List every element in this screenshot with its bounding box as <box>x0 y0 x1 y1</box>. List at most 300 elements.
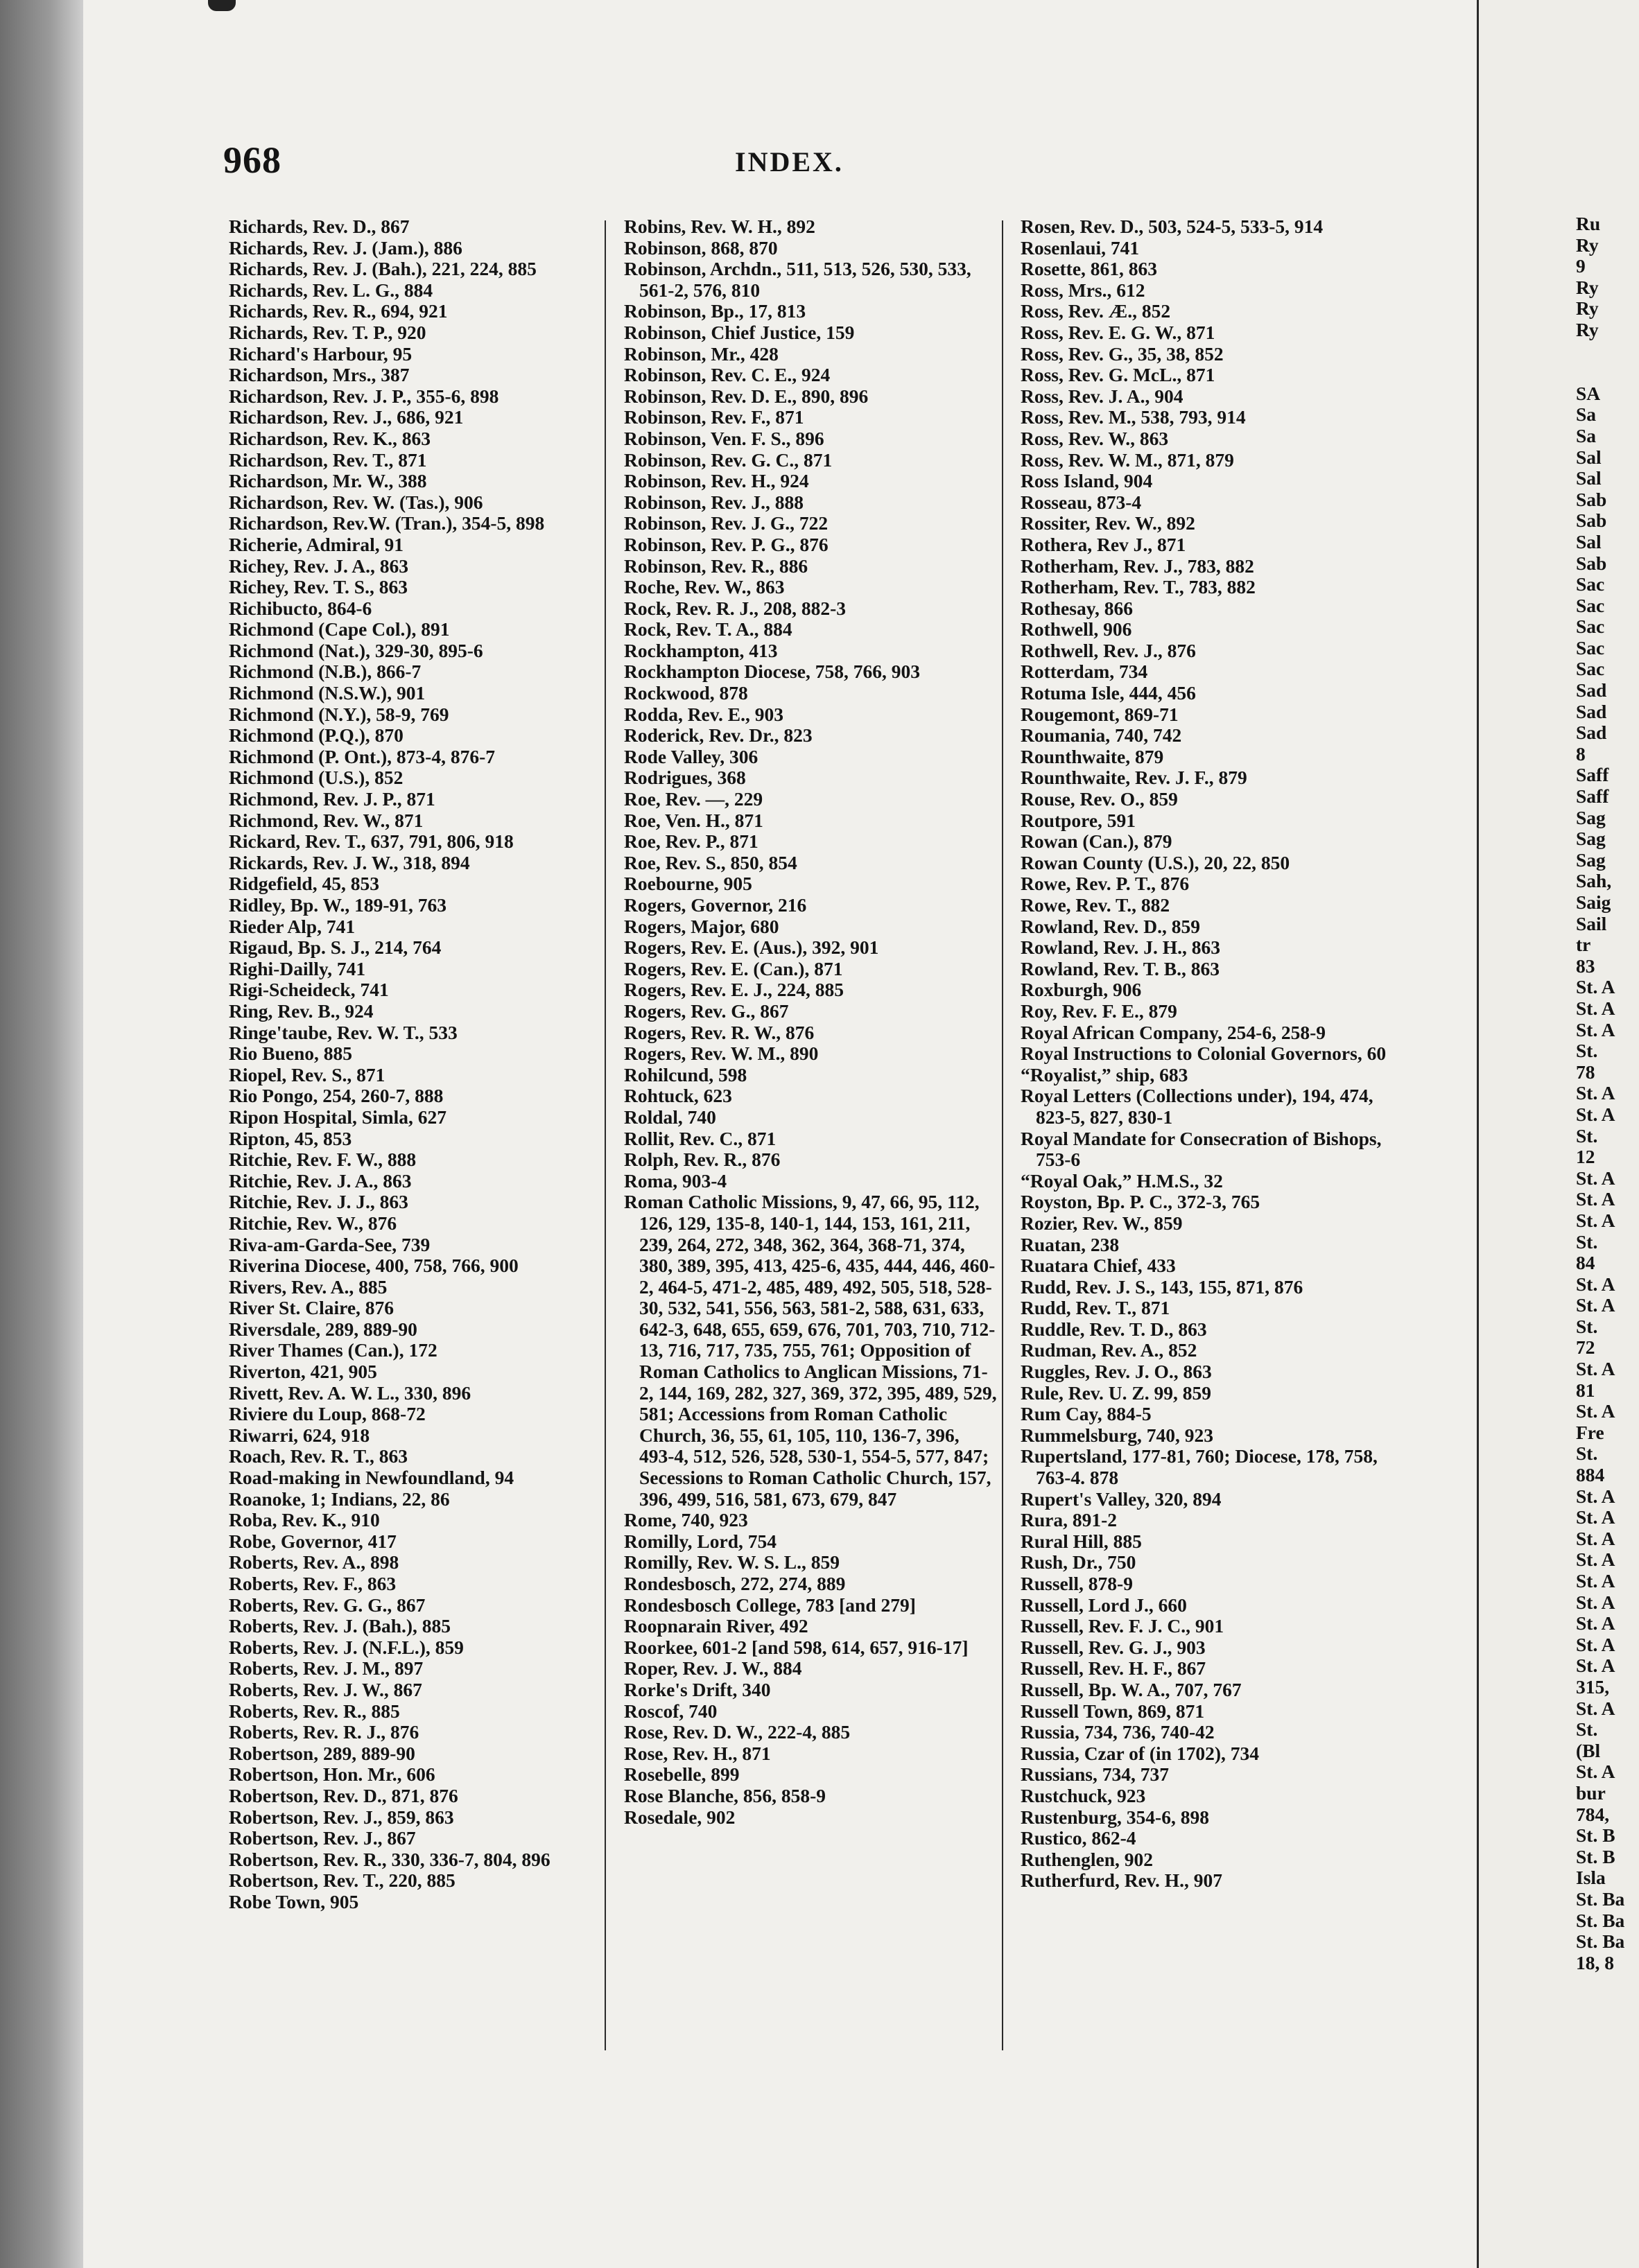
index-entry: Rustchuck, 923 <box>1021 1784 1146 1806</box>
index-entry: Rock, Rev. R. J., 208, 882-3 <box>624 597 847 619</box>
index-entry: Ross, Rev. G. McL., 871 <box>1021 364 1215 386</box>
index-entry: Rondesbosch, 272, 274, 889 <box>624 1573 846 1594</box>
fragment-entry: St. A <box>1576 1613 1615 1634</box>
index-entry: Rollit, Rev. C., 871 <box>624 1127 777 1149</box>
index-entry: Rummelsburg, 740, 923 <box>1021 1424 1214 1446</box>
index-entry: Richards, Rev. J. (Bah.), 221, 224, 885 <box>229 258 537 280</box>
index-entry: Rupertsland, 177-81, 760; Diocese, 178, 758, 763-4. 878 <box>1021 1445 1378 1489</box>
index-entry: Rogers, Rev. R. W., 876 <box>624 1021 815 1043</box>
index-entry: Rodda, Rev. E., 903 <box>624 703 783 725</box>
index-entry: Rowan (Can.), 879 <box>1021 830 1172 853</box>
index-entry: Rose, Rev. D. W., 222-4, 885 <box>624 1721 851 1743</box>
index-entry: Roberts, Rev. J. (N.F.L.), 859 <box>229 1636 464 1658</box>
fragment-entry: Sag <box>1576 849 1606 871</box>
index-entry: Russell, Rev. F. J. C., 901 <box>1021 1615 1224 1637</box>
index-entry: Ross, Rev. W., 863 <box>1021 427 1169 449</box>
index-entry: Robertson, Hon. Mr., 606 <box>229 1763 435 1786</box>
fragment-entry: St. A <box>1576 1295 1615 1316</box>
index-entry: Rock, Rev. T. A., 884 <box>624 618 792 640</box>
index-entry: Ringe'taube, Rev. W. T., 533 <box>229 1021 458 1043</box>
index-entry: Roberts, Rev. R. J., 876 <box>229 1721 419 1743</box>
index-entry: Rogers, Rev. G., 867 <box>624 1000 789 1022</box>
index-entry: Robinson, Rev. J. G., 722 <box>624 512 829 534</box>
index-entry: Roanoke, 1; Indians, 22, 86 <box>229 1488 450 1510</box>
index-entry: Robertson, Rev. D., 871, 876 <box>229 1784 458 1806</box>
index-entry: Rockhampton Diocese, 758, 766, 903 <box>624 661 921 683</box>
index-entry: Rowan County (U.S.), 20, 22, 850 <box>1021 851 1290 873</box>
index-entry: Rougemont, 869-71 <box>1021 703 1179 725</box>
fragment-entry: 84 <box>1576 1253 1595 1274</box>
fragment-entry: Sac <box>1576 616 1605 638</box>
fragment-entry: St. A <box>1576 977 1615 998</box>
fragment-entry: St. <box>1576 1231 1598 1253</box>
index-entry: Richardson, Rev. W. (Tas.), 906 <box>229 491 483 513</box>
fragment-entry: Sad <box>1576 701 1607 722</box>
fragment-entry: Ry <box>1576 319 1599 340</box>
index-entry: Rush, Dr., 750 <box>1021 1551 1136 1573</box>
index-entry: Roldal, 740 <box>624 1106 716 1128</box>
index-entry: Rothwell, Rev. J., 876 <box>1021 639 1196 661</box>
index-entry: Rudd, Rev. T., 871 <box>1021 1297 1170 1319</box>
fragment-entry: St. A <box>1576 1083 1615 1104</box>
index-entry: Ripon Hospital, Simla, 627 <box>229 1106 447 1128</box>
index-entry: “Royalist,” ship, 683 <box>1021 1063 1188 1085</box>
index-entry: Roderick, Rev. Dr., 823 <box>624 724 813 747</box>
index-entry: Rogers, Rev. W. M., 890 <box>624 1043 819 1065</box>
index-entry: Robertson, Rev. J., 867 <box>229 1827 416 1849</box>
index-entry: Rode Valley, 306 <box>624 745 758 767</box>
index-entry: Richardson, Mrs., 387 <box>229 364 410 386</box>
index-entry: Rosette, 861, 863 <box>1021 258 1158 280</box>
index-entry: Royal Mandate for Consecration of Bishops, 753-6 <box>1021 1127 1382 1171</box>
index-entry: Robinson, Chief Justice, 159 <box>624 321 855 343</box>
index-entry: Richerie, Admiral, 91 <box>229 533 404 555</box>
index-entry: Ridgefield, 45, 853 <box>229 873 379 895</box>
next-page-edge <box>1477 0 1639 2268</box>
fragment-entry: St. A <box>1576 1167 1615 1189</box>
fragment-entry: St. A <box>1576 1104 1615 1125</box>
index-entry: Romilly, Rev. W. S. L., 859 <box>624 1551 840 1573</box>
index-entry: Rose, Rev. H., 871 <box>624 1742 771 1764</box>
index-entry: Rura, 891-2 <box>1021 1509 1118 1531</box>
index-entry: Rolph, Rev. R., 876 <box>624 1149 781 1171</box>
index-entry: Richibucto, 864-6 <box>229 597 372 619</box>
index-entry: Roberts, Rev. J. (Bah.), 885 <box>229 1615 451 1637</box>
fragment-entry: SA <box>1576 383 1601 404</box>
index-entry: Richmond, Rev. W., 871 <box>229 809 424 831</box>
fragment-entry: St. A <box>1576 1634 1615 1655</box>
index-entry: Roorkee, 601-2 [and 598, 614, 657, 916-17] <box>624 1636 969 1658</box>
index-entry: Rockwood, 878 <box>624 682 748 704</box>
index-entry: Roy, Rev. F. E., 879 <box>1021 1000 1177 1022</box>
fragment-entry: 315, <box>1576 1676 1610 1698</box>
fragment-entry: St. A <box>1576 1655 1615 1677</box>
index-entry: Russians, 734, 737 <box>1021 1763 1169 1786</box>
column-rule <box>605 220 606 2050</box>
fragment-entry: Sag <box>1576 807 1606 828</box>
fragment-entry: 72 <box>1576 1337 1595 1359</box>
fragment-entry: St. <box>1576 1443 1598 1465</box>
fragment-entry: 8 <box>1576 743 1586 765</box>
fragment-entry: 18, 8 <box>1576 1952 1614 1973</box>
index-entry: Rivett, Rev. A. W. L., 330, 896 <box>229 1381 471 1404</box>
index-entry: Roberts, Rev. A., 898 <box>229 1551 399 1573</box>
fragment-entry: 884 <box>1576 1465 1605 1486</box>
index-entry: Russia, 734, 736, 740-42 <box>1021 1721 1215 1743</box>
index-entry: Riversdale, 289, 889-90 <box>229 1318 417 1340</box>
index-entry: Rosedale, 902 <box>624 1806 736 1828</box>
index-entry: Routpore, 591 <box>1021 809 1136 831</box>
index-entry: Roe, Ven. H., 871 <box>624 809 763 831</box>
index-entry: Roe, Rev. P., 871 <box>624 830 758 853</box>
index-entry: Richards, Rev. J. (Jam.), 886 <box>229 236 462 259</box>
fragment-entry: Sab <box>1576 552 1607 574</box>
index-entry: Roche, Rev. W., 863 <box>624 576 785 598</box>
index-entry: Robinson, Rev. D. E., 890, 896 <box>624 385 869 407</box>
index-entry: Rosebelle, 899 <box>624 1763 740 1786</box>
index-entry: Riwarri, 624, 918 <box>229 1424 370 1446</box>
fragment-entry: St. A <box>1576 1528 1615 1549</box>
fragment-entry: Sag <box>1576 828 1606 850</box>
index-entry: Rome, 740, 923 <box>624 1509 748 1531</box>
index-entry: Royal Instructions to Colonial Governors, 60 <box>1021 1043 1387 1065</box>
fragment-entry: Ry <box>1576 234 1599 256</box>
index-entry: Rossiter, Rev. W., 892 <box>1021 512 1195 534</box>
index-entry: Rustico, 862-4 <box>1021 1827 1136 1849</box>
fragment-entry <box>1576 362 1639 383</box>
fragment-entry: 78 <box>1576 1061 1595 1083</box>
index-entry: Rigaud, Bp. S. J., 214, 764 <box>229 936 442 959</box>
index-entry: Richey, Rev. J. A., 863 <box>229 555 408 577</box>
index-entry: Ruatan, 238 <box>1021 1233 1120 1255</box>
left-page-edge <box>0 0 83 2268</box>
index-entry: Richardson, Rev. J., 686, 921 <box>229 406 464 428</box>
index-entry: Rutherfurd, Rev. H., 907 <box>1021 1869 1223 1892</box>
index-entry: River Thames (Can.), 172 <box>229 1339 437 1361</box>
index-entry: Rivers, Rev. A., 885 <box>229 1275 388 1298</box>
index-entry: Roper, Rev. J. W., 884 <box>624 1657 802 1680</box>
fragment-entry: (Bl <box>1576 1740 1601 1761</box>
index-entry: Richmond (N.Y.), 58-9, 769 <box>229 703 449 725</box>
fragment-entry: 83 <box>1576 955 1595 977</box>
index-entry: Riva-am-Garda-See, 739 <box>229 1233 431 1255</box>
index-entry: Roman Catholic Missions, 9, 47, 66, 95, 112, 126, 129, 135-8, 140-1, 144, 153, 161, 211, 239, 264, 272, 348, 362, 364, 368-71, 374, 380, 389, 395, 413, 425-6, 435, 444, 446, 460-2, 464-5, 471-2, 485, 489, 492, 505, 518, 528-30, 532, 541, 556, 563, 581-2, 588, 631, 633, 642-3, 648, 655, 659, 676, 701, 703, 710, 712-13, 716, 717, 735, 755, 761; Opposition of Roman Catholics to Anglican Missions, 71-2, 144, 169, 282, 327, 369, 372, 395, 489, 529, 581; Accessions from Roman Catholic Church, 36, 55, 61, 105, 110, 136-7, 396, 493-4, 512, 526, 528, 530-1, 554-5, 577, 847; Secessions to Roman Catholic Church, 157, 396, 499, 516, 581, 673, 679, 847 <box>624 1191 997 1510</box>
index-entry: Richmond (Cape Col.), 891 <box>229 618 450 640</box>
index-entry: “Royal Oak,” H.M.S., 32 <box>1021 1169 1223 1192</box>
index-entry: Richmond (P. Ont.), 873-4, 876-7 <box>229 745 495 767</box>
index-entry: Robins, Rev. W. H., 892 <box>624 216 815 237</box>
index-entry: Rothwell, 906 <box>1021 618 1132 640</box>
fragment-entry: St. A <box>1576 1507 1615 1528</box>
fragment-entry: St. <box>1576 1719 1598 1741</box>
fragment-entry: St. A <box>1576 1210 1615 1231</box>
index-entry: Rose Blanche, 856, 858-9 <box>624 1784 826 1806</box>
index-entry: Russell Town, 869, 871 <box>1021 1700 1205 1722</box>
fragment-entry: Fre <box>1576 1422 1604 1443</box>
fragment-entry: St. A <box>1576 1019 1615 1040</box>
index-entry: Russia, Czar of (in 1702), 734 <box>1021 1742 1260 1764</box>
index-entry: Romilly, Lord, 754 <box>624 1530 777 1552</box>
fragment-entry: Saig <box>1576 892 1611 913</box>
index-entry: Richardson, Rev. J. P., 355-6, 898 <box>229 385 499 407</box>
fragment-entry: St. B <box>1576 1846 1615 1867</box>
index-entry: Richmond (P.Q.), 870 <box>229 724 404 747</box>
index-entry: Rozier, Rev. W., 859 <box>1021 1212 1183 1234</box>
index-entry: Robinson, Rev. P. G., 876 <box>624 533 829 555</box>
index-entry: Russell, 878-9 <box>1021 1573 1133 1594</box>
index-entry: Royston, Bp. P. C., 372-3, 765 <box>1021 1191 1260 1213</box>
fragment-entry: tr <box>1576 934 1591 956</box>
fragment-entry: Ru <box>1576 213 1601 234</box>
index-entry: Ross, Rev. E. G. W., 871 <box>1021 321 1215 343</box>
index-entry: Richard's Harbour, 95 <box>229 342 413 365</box>
index-entry: Rogers, Rev. E. (Can.), 871 <box>624 957 843 979</box>
index-entry: Rorke's Drift, 340 <box>624 1678 771 1700</box>
index-entry: Rotuma Isle, 444, 456 <box>1021 682 1196 704</box>
index-entry: Ruatara Chief, 433 <box>1021 1255 1176 1277</box>
index-entry: Ruggles, Rev. J. O., 863 <box>1021 1361 1212 1383</box>
fragment-entry: Sal <box>1576 531 1602 552</box>
index-entry: Richardson, Mr. W., 388 <box>229 470 427 492</box>
fragment-entry: Sac <box>1576 595 1605 616</box>
index-entry: Robinson, Rev. F., 871 <box>624 406 804 428</box>
index-entry: Ridley, Bp. W., 189-91, 763 <box>229 894 447 916</box>
index-entry: Richards, Rev. L. G., 884 <box>229 279 433 301</box>
fragment-entry: bur <box>1576 1782 1606 1804</box>
fragment-entry: Sad <box>1576 680 1607 701</box>
index-entry: Ruddle, Rev. T. D., 863 <box>1021 1318 1207 1340</box>
fragment-entry: St. A <box>1576 1698 1615 1719</box>
index-entry: Rieder Alp, 741 <box>229 915 356 937</box>
index-entry: Riviere du Loup, 868-72 <box>229 1403 426 1425</box>
index-entry: Richardson, Rev. K., 863 <box>229 427 431 449</box>
index-entry: Richmond, Rev. J. P., 871 <box>229 788 435 810</box>
index-entry: Rudd, Rev. J. S., 143, 155, 871, 876 <box>1021 1275 1303 1298</box>
index-entry: Russell, Rev. H. F., 867 <box>1021 1657 1206 1680</box>
index-entry: Rouse, Rev. O., 859 <box>1021 788 1178 810</box>
index-entry: Riopel, Rev. S., 871 <box>229 1063 385 1085</box>
index-entry: Russell, Lord J., 660 <box>1021 1594 1187 1616</box>
index-entry: Rosenlaui, 741 <box>1021 236 1140 259</box>
index-entry: Ross, Rev. Æ., 852 <box>1021 300 1171 322</box>
index-entry: Robertson, Rev. R., 330, 336-7, 804, 896 <box>229 1848 550 1870</box>
index-entry: Rowland, Rev. D., 859 <box>1021 915 1200 937</box>
next-page-fragments <box>1576 213 1639 1973</box>
fragment-entry: Ry <box>1576 277 1599 298</box>
index-entry: Roma, 903-4 <box>624 1169 727 1192</box>
fragment-entry: St. A <box>1576 1571 1615 1591</box>
fragment-entry: St. A <box>1576 1189 1615 1210</box>
index-entry: Richmond (N.B.), 866-7 <box>229 661 422 683</box>
fragment-entry: St. <box>1576 1125 1598 1146</box>
index-entry: Rural Hill, 885 <box>1021 1530 1142 1552</box>
index-entry: Russell, Bp. W. A., 707, 767 <box>1021 1678 1242 1700</box>
index-entry: Rogers, Governor, 216 <box>624 894 807 916</box>
index-entry: Riverina Diocese, 400, 758, 766, 900 <box>229 1255 519 1277</box>
fragment-entry: St. <box>1576 1316 1598 1337</box>
index-entry: Rule, Rev. U. Z. 99, 859 <box>1021 1381 1211 1404</box>
index-entry: Ritchie, Rev. J. J., 863 <box>229 1191 408 1213</box>
index-entry: Robertson, Rev. T., 220, 885 <box>229 1869 456 1892</box>
fragment-entry: Sad <box>1576 722 1607 744</box>
index-entry: Rogers, Major, 680 <box>624 915 779 937</box>
index-entry: Rickard, Rev. T., 637, 791, 806, 918 <box>229 830 514 853</box>
fragment-entry: St. A <box>1576 997 1615 1019</box>
index-entry: Rigi-Scheideck, 741 <box>229 979 389 1001</box>
index-column-1 <box>229 216 603 1913</box>
index-entry: Rio Bueno, 885 <box>229 1043 353 1065</box>
index-entry: Rotherham, Rev. T., 783, 882 <box>1021 576 1256 598</box>
fragment-entry: Sal <box>1576 468 1602 489</box>
index-entry: Ross Island, 904 <box>1021 470 1153 492</box>
index-entry: Royal Letters (Collections under), 194, 474, 823-5, 827, 830-1 <box>1021 1085 1373 1128</box>
index-entry: Rosen, Rev. D., 503, 524-5, 533-5, 914 <box>1021 216 1324 237</box>
index-column-2 <box>624 216 998 1828</box>
index-entry: Ring, Rev. B., 924 <box>229 1000 374 1022</box>
fragment-entry: St. A <box>1576 1591 1615 1613</box>
index-entry: Rohtuck, 623 <box>624 1085 732 1107</box>
index-entry: Rotherham, Rev. J., 783, 882 <box>1021 555 1254 577</box>
fragment-entry: St. A <box>1576 1549 1615 1571</box>
index-entry: Robinson, Rev. H., 924 <box>624 470 809 492</box>
index-entry: Rogers, Rev. E. (Aus.), 392, 901 <box>624 936 879 959</box>
index-entry: Rothera, Rev J., 871 <box>1021 533 1186 555</box>
index-entry: Roberts, Rev. R., 885 <box>229 1700 400 1722</box>
index-entry: Rowland, Rev. J. H., 863 <box>1021 936 1221 959</box>
index-entry: Russell, Rev. G. J., 903 <box>1021 1636 1206 1658</box>
fragment-entry: Sab <box>1576 489 1607 510</box>
index-entry: River St. Claire, 876 <box>229 1297 394 1319</box>
index-entry: Rowe, Rev. P. T., 876 <box>1021 873 1190 895</box>
index-entry: Rosseau, 873-4 <box>1021 491 1142 513</box>
fragment-entry: Sac <box>1576 658 1605 680</box>
index-entry: Ritchie, Rev. F. W., 888 <box>229 1149 417 1171</box>
index-entry: Road-making in Newfoundland, 94 <box>229 1467 514 1489</box>
index-entry: Rudman, Rev. A., 852 <box>1021 1339 1197 1361</box>
fragment-entry: St. A <box>1576 1485 1615 1507</box>
index-entry: Roach, Rev. R. T., 863 <box>229 1445 408 1467</box>
fragment-entry: Sac <box>1576 637 1605 658</box>
fragment-entry: Saff <box>1576 765 1609 786</box>
index-entry: Roberts, Rev. J. W., 867 <box>229 1678 422 1700</box>
index-entry: Rondesbosch College, 783 [and 279] <box>624 1594 916 1616</box>
index-entry: Roberts, Rev. G. G., 867 <box>229 1594 426 1616</box>
fragment-entry: Saff <box>1576 786 1609 808</box>
index-entry: Robinson, Ven. F. S., 896 <box>624 427 824 449</box>
index-entry: Roebourne, 905 <box>624 873 752 895</box>
index-entry: Robertson, Rev. J., 859, 863 <box>229 1806 454 1828</box>
column-rule <box>1002 220 1003 2050</box>
index-entry: Ripton, 45, 853 <box>229 1127 352 1149</box>
index-entry: Robe Town, 905 <box>229 1890 359 1912</box>
fragment-entry: 784, <box>1576 1804 1610 1825</box>
index-entry: Richards, Rev. T. P., 920 <box>229 321 426 343</box>
fragment-entry: Sac <box>1576 574 1605 595</box>
index-entry: Ross, Rev. J. A., 904 <box>1021 385 1183 407</box>
index-entry: Richardson, Rev.W. (Tran.), 354-5, 898 <box>229 512 545 534</box>
index-entry: Richmond (Nat.), 329-30, 895-6 <box>229 639 483 661</box>
index-entry: Riverton, 421, 905 <box>229 1361 377 1383</box>
index-entry: Roscof, 740 <box>624 1700 718 1722</box>
index-entry: Robinson, Rev. R., 886 <box>624 555 808 577</box>
index-entry: Rockhampton, 413 <box>624 639 778 661</box>
index-entry: Roe, Rev. —, 229 <box>624 788 763 810</box>
index-entry: Ross, Rev. G., 35, 38, 852 <box>1021 342 1224 365</box>
index-entry: Richey, Rev. T. S., 863 <box>229 576 408 598</box>
fragment-entry: St. A <box>1576 1401 1615 1422</box>
page-number: 968 <box>223 139 281 181</box>
index-entry: Richmond (N.S.W.), 901 <box>229 682 426 704</box>
index-entry: Robertson, 289, 889-90 <box>229 1742 415 1764</box>
index-entry: Richardson, Rev. T., 871 <box>229 448 427 471</box>
index-entry: Ritchie, Rev. W., 876 <box>229 1212 397 1234</box>
fragment-entry: St. A <box>1576 1359 1615 1380</box>
index-entry: Roberts, Rev. J. M., 897 <box>229 1657 424 1680</box>
index-entry: Robe, Governor, 417 <box>229 1530 397 1552</box>
fragment-entry: Sa <box>1576 404 1597 426</box>
index-entry: Rounthwaite, Rev. J. F., 879 <box>1021 767 1247 789</box>
fragment-entry: 9 <box>1576 256 1586 277</box>
index-entry: Rupert's Valley, 320, 894 <box>1021 1488 1222 1510</box>
index-entry: Robinson, Mr., 428 <box>624 342 779 365</box>
fragment-entry: Sal <box>1576 446 1602 468</box>
index-entry: Rio Pongo, 254, 260-7, 888 <box>229 1085 444 1107</box>
index-entry: Robinson, Archdn., 511, 513, 526, 530, 533, 561-2, 576, 810 <box>624 258 971 301</box>
index-entry: Rowland, Rev. T. B., 863 <box>1021 957 1220 979</box>
fragment-entry: Ry <box>1576 298 1599 320</box>
index-entry: Roe, Rev. S., 850, 854 <box>624 851 797 873</box>
fragment-entry: St. Ba <box>1576 1910 1625 1931</box>
fragment-entry: Sa <box>1576 425 1597 446</box>
index-entry: Robinson, Rev. G. C., 871 <box>624 448 833 471</box>
fragment-entry <box>1576 341 1639 363</box>
index-entry: Robinson, Rev. J., 888 <box>624 491 804 513</box>
fragment-entry: Sail <box>1576 913 1607 934</box>
index-entry: Rustenburg, 354-6, 898 <box>1021 1806 1209 1828</box>
fragment-entry: 81 <box>1576 1379 1595 1401</box>
index-entry: Rotterdam, 734 <box>1021 661 1148 683</box>
index-entry: Ross, Rev. M., 538, 793, 914 <box>1021 406 1246 428</box>
fragment-entry: St. <box>1576 1040 1598 1062</box>
index-entry: Roxburgh, 906 <box>1021 979 1142 1001</box>
index-entry: Roopnarain River, 492 <box>624 1615 808 1637</box>
fragment-entry: St. A <box>1576 1273 1615 1295</box>
index-entry: Ross, Rev. W. M., 871, 879 <box>1021 448 1234 471</box>
index-entry: Royal African Company, 254-6, 258-9 <box>1021 1021 1326 1043</box>
fragment-entry: St. A <box>1576 1761 1615 1783</box>
index-entry: Ruthenglen, 902 <box>1021 1848 1153 1870</box>
index-entry: Ross, Mrs., 612 <box>1021 279 1145 301</box>
index-entry: Richards, Rev. D., 867 <box>229 216 410 237</box>
index-entry: Rickards, Rev. J. W., 318, 894 <box>229 851 470 873</box>
index-entry: Robinson, Bp., 17, 813 <box>624 300 806 322</box>
fragment-entry: St. B <box>1576 1825 1615 1847</box>
index-entry: Rodrigues, 368 <box>624 767 746 789</box>
fragment-entry: Sab <box>1576 510 1607 532</box>
fragment-entry: Sah, <box>1576 871 1612 892</box>
index-entry: Rohilcund, 598 <box>624 1063 747 1085</box>
index-entry: Robinson, Rev. C. E., 924 <box>624 364 831 386</box>
fragment-entry: St. Ba <box>1576 1888 1625 1910</box>
index-entry: Rothesay, 866 <box>1021 597 1133 619</box>
index-entry: Richmond (U.S.), 852 <box>229 767 404 789</box>
index-entry: Rogers, Rev. E. J., 224, 885 <box>624 979 844 1001</box>
index-entry: Roumania, 740, 742 <box>1021 724 1182 747</box>
index-entry: Roba, Rev. K., 910 <box>229 1509 380 1531</box>
index-entry: Righi-Dailly, 741 <box>229 957 366 979</box>
fragment-entry: 12 <box>1576 1146 1595 1168</box>
index-entry: Rowe, Rev. T., 882 <box>1021 894 1170 916</box>
